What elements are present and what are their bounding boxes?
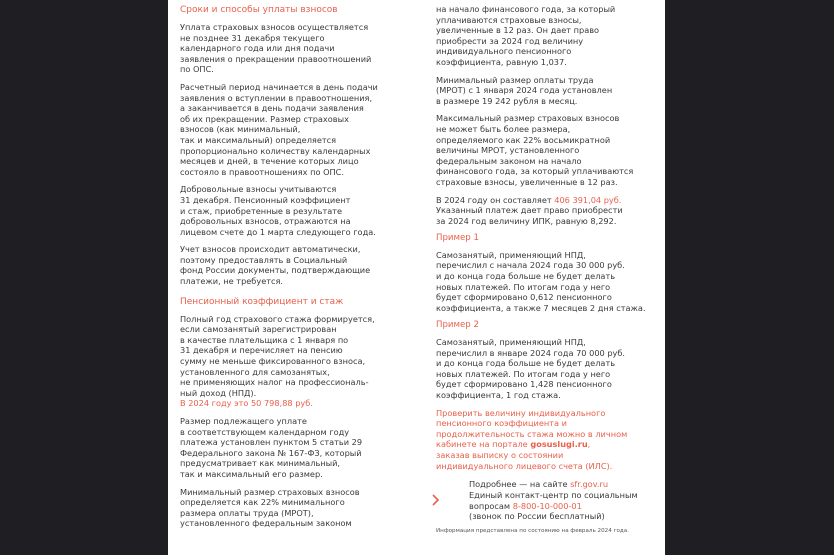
paragraph: Расчетный период начинается в день подачи заявления о вступлении в правоотношения, а заканчивается в день подачи заявления об их прекращении. Размер страховых взносов (как минимальный, так и максимальный) определяется пропорционально количеству календарных месяцев и дней, в течение которых лицо состояло в правоотношениях по ОПС. [180, 81, 378, 177]
paragraph: Учет взносов происходит автоматически, поэтому предоставлять в Социальный фонд России документы, подтверждающие платежи, не требуется. [180, 244, 371, 287]
footnote: Информация представлена по состоянию на февраль 2024 года. [436, 528, 630, 534]
paragraph [436, 195, 658, 227]
paragraph [180, 314, 395, 409]
paragraph: на начало финансового года, за который уплачиваются страховые взносы, увеличенные в 12 раз. Он дает право приобрести за 2024 год величину индивидуального пенсионного коэффициента, равную 1,037. [436, 4, 616, 67]
contact-phone[interactable]: 8-800-10-000-01 [512, 500, 582, 511]
contact-text: (звонок по России бесплатный) [469, 511, 605, 522]
contact-text: Единый контакт-центр по социальным вопросам [469, 489, 638, 511]
contact-text: Подробнее — на сайте [469, 479, 571, 489]
paragraph: Минимальный размер оплаты труда (МРОТ) с 1 января 2024 года установлен в размере 19 242 рубля в месяц. [436, 74, 613, 106]
paragraph: Максимальный размер страховых взносов не может быть более размера, определяемого как 22% восьмикратной величины МРОТ, установленного федеральным законом на начало финансового года, за который уплачиваются страховые взносы, увеличенные в 12 раз. [436, 113, 634, 187]
paragraph: Минимальный размер страховых взносов определяется как 22% минимального размера оплаты труда (МРОТ), установленного федеральным законом [180, 486, 360, 529]
chevron-right-icon [431, 493, 440, 507]
example-1-title: Пример 1 [436, 233, 479, 244]
paragraph-text: Полный год страхового стажа формируется, если самозанятый зарегистрирован в качестве плательщика с 1 января по 31 декабря и перечисляет на пенсию сумму не меньше фиксированного взноса, установленного для самозанятых, не применяющих налог на профессиональ- ный доход (НПД). [180, 313, 375, 398]
paragraph: Уплата страховых взносов осуществляется не позднее 31 декабря текущего календарного года или дня подачи заявления о прекращении правоотношений по ОПС. [180, 22, 372, 75]
check-notice [436, 408, 658, 472]
gosuslugi-link[interactable]: gosuslugi.ru [530, 439, 588, 450]
paragraph-text: Указанный платеж дает право приобрести за 2024 год величину ИПК, равную 8,292. [436, 205, 623, 226]
check-notice-text: Проверить величину индивидуального пенсионного коэффициента и продолжительность стажа можно в личном кабинете на портале [436, 407, 628, 450]
example-2-text: Самозанятый, применяющий НПД, перечислил в январе 2024 года 70 000 руб. и до конца года больше не будет делать новых платежей. По итогам года у него будет сформировано 1,428 пенсионного коэффициента, 1 год стажа. [436, 337, 626, 400]
example-1-text: Самозанятый, применяющий НПД, перечислил с начала 2024 года 30 000 руб. и до конца года больше не будет делать новых платежей. По итогам года у него будет сформировано 0,612 пенсионного коэффициента, а также 7 месяцев 2 дня стажа. [436, 249, 646, 313]
paragraph-text: В 2024 году он составляет [436, 194, 555, 205]
highlight-amount: В 2024 году это 50 798,88 руб. [180, 398, 313, 409]
paragraph: Размер подлежащего уплате в соответствующем календарном году платежа установлен пунктом 5 статьи 29 Федерального закона № 167-ФЗ, который предусматривает как минимальный, так и максимальный его размер. [180, 416, 363, 479]
right-column [436, 4, 658, 478]
section-heading-payment-terms: Сроки и способы уплаты взносов [180, 5, 338, 15]
sfr-site-link[interactable]: sfr.gov.ru [570, 479, 609, 489]
document-page [168, 0, 665, 555]
section-heading-pension-coefficient: Пенсионный коэффициент и стаж [180, 296, 344, 307]
check-notice-text: , заказав выписку о состоянии индивидуального лицевого счета (ИЛС). [436, 439, 613, 471]
example-2-title: Пример 2 [436, 320, 479, 331]
highlight-amount: 406 391,04 руб. [554, 194, 622, 205]
contact-block [436, 479, 658, 522]
left-column [180, 4, 395, 536]
contact-info [469, 479, 658, 522]
paragraph: Добровольные взносы учитываются 31 декабря. Пенсионный коэффициент и стаж, приобретенные в результате добровольных взносов, отражаются на лицевом счете до 1 марта следующего года. [180, 184, 376, 237]
